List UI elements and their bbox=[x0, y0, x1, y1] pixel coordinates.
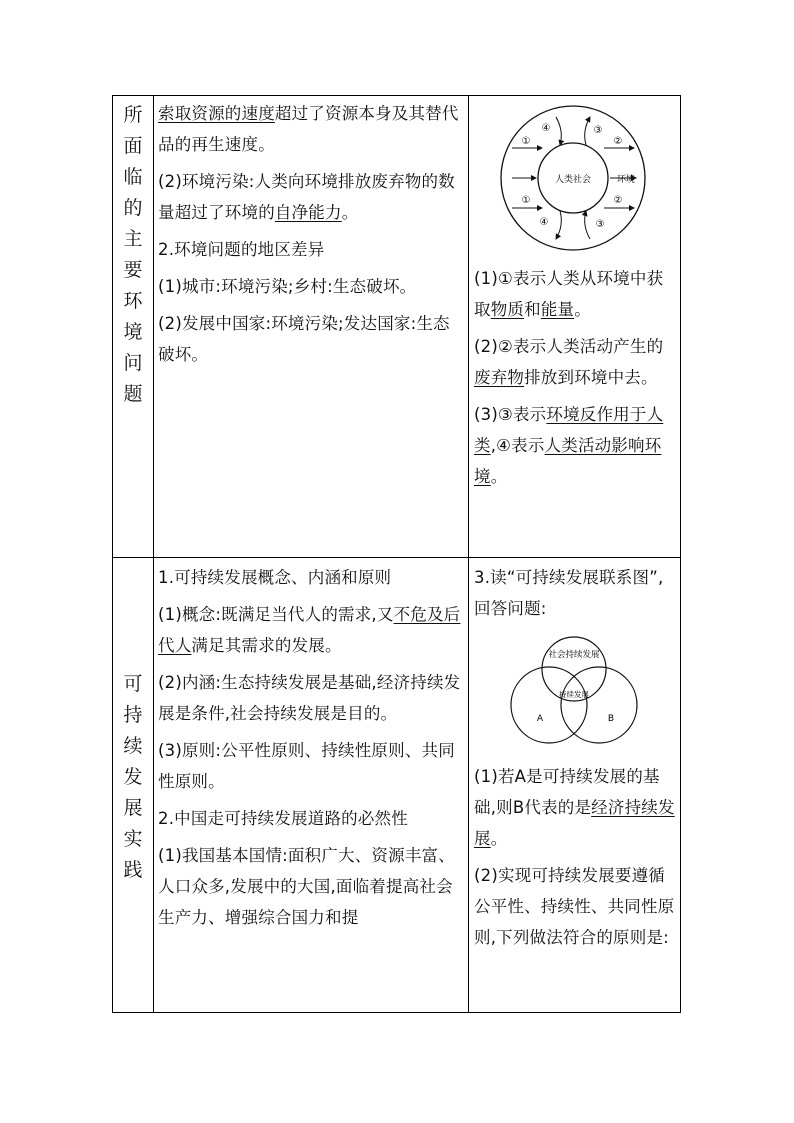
paragraph: (3)原则:公平性原则、持续性原则、共同性原则。 bbox=[158, 741, 455, 791]
underlined-answer: 经济持续发展 bbox=[474, 798, 675, 848]
environment-label: 环境 bbox=[616, 175, 636, 185]
question-intro: 3.读“可持续发展联系图”,回答问题: bbox=[474, 568, 664, 618]
paragraph: (1)城市:环境污染;乡村:生态破坏。 bbox=[158, 277, 417, 296]
paragraph bbox=[474, 331, 678, 393]
arrow bbox=[585, 117, 590, 145]
arrow bbox=[585, 211, 590, 239]
category-char: 展 bbox=[123, 797, 143, 819]
category-char: 的 bbox=[123, 197, 143, 219]
row1-right-content bbox=[474, 263, 678, 498]
marker: ④ bbox=[539, 217, 549, 228]
marker: ② bbox=[613, 136, 623, 147]
column-divider-1 bbox=[153, 95, 154, 1013]
paragraph bbox=[158, 599, 464, 661]
paragraph bbox=[474, 761, 678, 854]
text: 满足其需求的发展。 bbox=[191, 636, 342, 655]
row1-left-content bbox=[158, 98, 464, 376]
venn-label-center: 持续发展 bbox=[559, 690, 589, 699]
venn-label-b: B bbox=[607, 714, 615, 724]
row2-left-content bbox=[158, 562, 464, 939]
section-heading: 2.环境问题的地区差异 bbox=[158, 240, 325, 259]
human-environment-diagram bbox=[498, 103, 648, 253]
venn-circle-a bbox=[511, 667, 587, 743]
table-bottom-border bbox=[112, 1012, 681, 1013]
paragraph bbox=[474, 263, 678, 325]
marker: ① bbox=[521, 195, 531, 206]
text: (1)概念:既满足当代人的需求,又 bbox=[158, 605, 394, 624]
text: (1)①表示人类从环境中获取 bbox=[474, 269, 664, 319]
text: ,④表示 bbox=[490, 436, 545, 455]
marker: ③ bbox=[593, 125, 603, 136]
arrow bbox=[556, 117, 561, 145]
category-char: 发 bbox=[123, 766, 143, 788]
venn-label-top: 社会持续发展 bbox=[548, 650, 600, 660]
venn-label-a: A bbox=[536, 714, 544, 724]
row2-right-questions bbox=[474, 761, 678, 959]
marker: ① bbox=[521, 136, 531, 147]
text: (2)环境污染:人类向环境排放废弃物的数量超过了环境的 bbox=[158, 172, 455, 222]
row1-category bbox=[113, 100, 153, 410]
underlined-answer: 物质 bbox=[490, 300, 525, 319]
underlined-answer: 不危及后代人 bbox=[158, 605, 461, 655]
column-divider-2 bbox=[468, 95, 469, 1013]
society-label: 人类社会 bbox=[554, 175, 592, 185]
underlined-answer: 废弃物 bbox=[474, 368, 525, 387]
table-right-border bbox=[680, 95, 681, 1013]
row2-right-intro bbox=[474, 562, 678, 630]
text: 。 bbox=[574, 300, 591, 319]
underlined-answer: 环境反作用于人类 bbox=[474, 405, 664, 455]
category-char: 践 bbox=[123, 859, 143, 881]
underlined-answer: 索取资源的速度 bbox=[158, 104, 275, 123]
paragraph: (2)内涵:生态持续发展是基础,经济持续发展是条件,社会持续发展是目的。 bbox=[158, 673, 461, 723]
table-top-border bbox=[112, 95, 681, 96]
underlined-answer: 自净能力 bbox=[274, 203, 342, 222]
text: 排放到环境中去。 bbox=[524, 368, 658, 387]
venn-circle-b bbox=[561, 667, 637, 743]
sustainability-venn-diagram bbox=[504, 635, 644, 747]
category-char: 要 bbox=[123, 259, 143, 281]
category-char: 实 bbox=[123, 828, 143, 850]
text: (1)若A是可持续发展的基础,则B代表的是 bbox=[474, 767, 660, 817]
paragraph bbox=[158, 98, 464, 160]
category-char: 临 bbox=[123, 166, 143, 188]
diagram-svg bbox=[498, 103, 648, 253]
marker: ② bbox=[613, 195, 623, 206]
marker: ④ bbox=[541, 123, 551, 134]
category-char: 题 bbox=[123, 383, 143, 405]
underlined-answer: 能量 bbox=[540, 300, 575, 319]
category-char: 可 bbox=[123, 673, 143, 695]
category-char: 境 bbox=[123, 321, 143, 343]
venn-svg bbox=[504, 635, 644, 747]
category-char: 环 bbox=[123, 290, 143, 312]
section-heading: 2.中国走可持续发展道路的必然性 bbox=[158, 809, 408, 828]
text: 。 bbox=[341, 203, 359, 222]
text: 和 bbox=[524, 300, 541, 319]
paragraph: (2)发展中国家:环境污染;发达国家:生态破坏。 bbox=[158, 314, 450, 364]
row-divider bbox=[112, 557, 681, 558]
section-heading: 1.可持续发展概念、内涵和原则 bbox=[158, 568, 392, 587]
category-char: 续 bbox=[123, 735, 143, 757]
paragraph bbox=[158, 166, 464, 228]
row2-category bbox=[113, 669, 153, 886]
content-table bbox=[112, 95, 681, 1013]
text: 。 bbox=[490, 467, 508, 486]
category-char: 所 bbox=[123, 104, 143, 126]
category-char: 问 bbox=[123, 352, 143, 374]
marker: ③ bbox=[595, 219, 605, 230]
text: 。 bbox=[490, 829, 508, 848]
paragraph bbox=[474, 399, 678, 492]
category-char: 面 bbox=[123, 135, 143, 157]
text: (3)③表示 bbox=[474, 405, 547, 424]
category-char: 主 bbox=[123, 228, 143, 250]
text: (2)②表示人类活动产生的 bbox=[474, 337, 664, 356]
paragraph: (2)实现可持续发展要遵循公平性、持续性、共同性原则,下列做法符合的原则是: bbox=[474, 866, 675, 947]
underlined-answer: 人类活动影响环境 bbox=[474, 436, 662, 486]
text: 超过了资源本身及其替代品的再生速度。 bbox=[158, 104, 459, 154]
paragraph: (1)我国基本国情:面积广大、资源丰富、人口众多,发展中的大国,面临着提高社会生产力、增强综合国力和提 bbox=[158, 846, 455, 927]
arrow bbox=[556, 211, 561, 239]
category-char: 持 bbox=[123, 704, 143, 726]
